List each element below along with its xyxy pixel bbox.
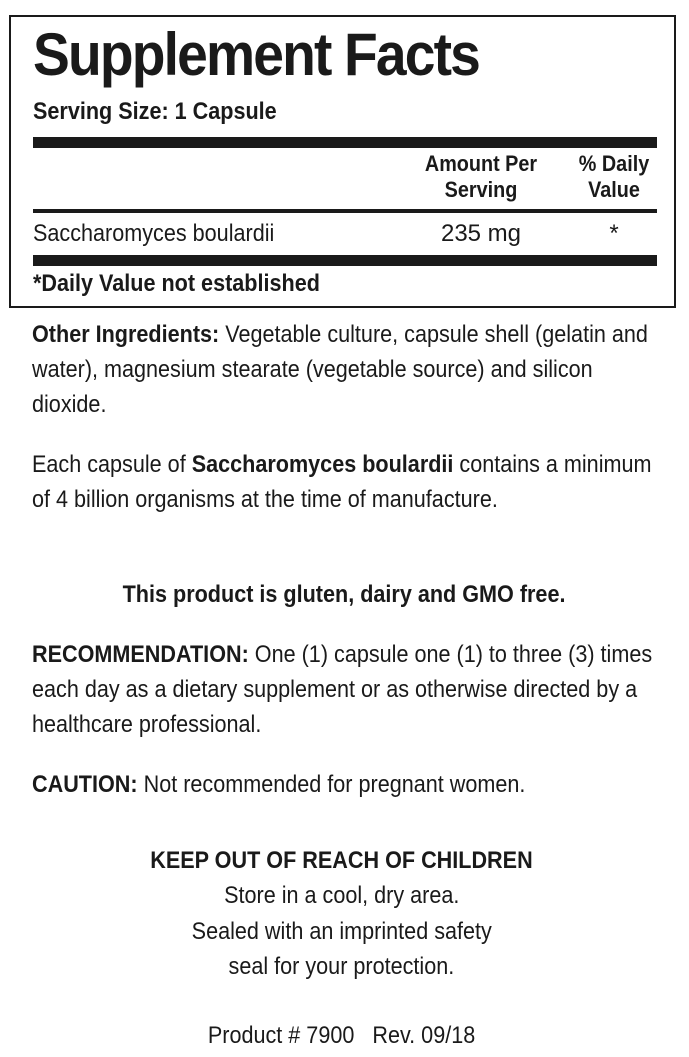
product-info-text: Product # 7900 Rev. 09/18 [207, 1022, 476, 1049]
caution [32, 767, 653, 802]
seal-text-2: seal for your protection. [228, 953, 455, 980]
supplement-facts-panel [9, 15, 676, 308]
column-header-daily-value [565, 151, 664, 203]
each-capsule-organism: Saccharomyces boulardii [191, 451, 454, 478]
recommendation-label: RECOMMENDATION: [32, 641, 249, 668]
recommendation [32, 637, 653, 742]
recommendation-text: One (1) capsule one (1) to three (3) times each day as a dietary supplement or as otherwise directed by a healthcare professional. [32, 641, 653, 738]
caution-label: CAUTION: [32, 771, 138, 798]
keep-out-text: KEEP OUT OF REACH OF CHILDREN [150, 847, 533, 874]
product-info [0, 1018, 686, 1053]
other-ingredients-text: Vegetable culture, capsule shell (gelatin and water), magnesium stearate (vegetable source) and silicon dioxide. [32, 321, 648, 418]
seal-text-1: Sealed with an imprinted safety [191, 918, 492, 945]
each-capsule-statement [32, 447, 653, 517]
seal-statement-line1 [0, 914, 686, 949]
free-statement-text: This product is gluten, dairy and GMO free. [123, 581, 566, 608]
column-header-dv-line1: % Daily [578, 151, 650, 176]
column-header-dv-line2: Value [588, 177, 640, 202]
column-header-amount-line2: Serving [444, 177, 518, 202]
other-ingredients [32, 317, 653, 422]
divider-thick-top [33, 137, 657, 148]
caution-text: Not recommended for pregnant women. [137, 771, 526, 798]
each-capsule-suffix: contains a minimum of 4 billion organisms at the time of manufacture. [32, 451, 652, 513]
ingredient-daily-value: * [609, 220, 619, 247]
column-header-amount [414, 151, 549, 203]
divider-medium [33, 209, 657, 213]
seal-statement-line2 [0, 949, 686, 984]
ingredient-amount: 235 mg [440, 220, 522, 247]
facts-title: Supplement Facts [33, 21, 479, 88]
column-header-amount-line1: Amount Per [424, 151, 538, 176]
other-ingredients-label: Other Ingredients: [32, 321, 220, 348]
storage-text: Store in a cool, dry area. [223, 882, 460, 909]
ingredient-name: Saccharomyces boulardii [33, 220, 275, 247]
serving-size: Serving Size: 1 Capsule [33, 98, 277, 125]
keep-out-warning [0, 843, 686, 878]
divider-thick-bottom [33, 255, 657, 266]
each-capsule-prefix: Each capsule of [32, 451, 192, 478]
free-statement [0, 577, 689, 612]
storage-instruction [0, 878, 686, 913]
daily-value-footnote: *Daily Value not established [33, 270, 320, 297]
